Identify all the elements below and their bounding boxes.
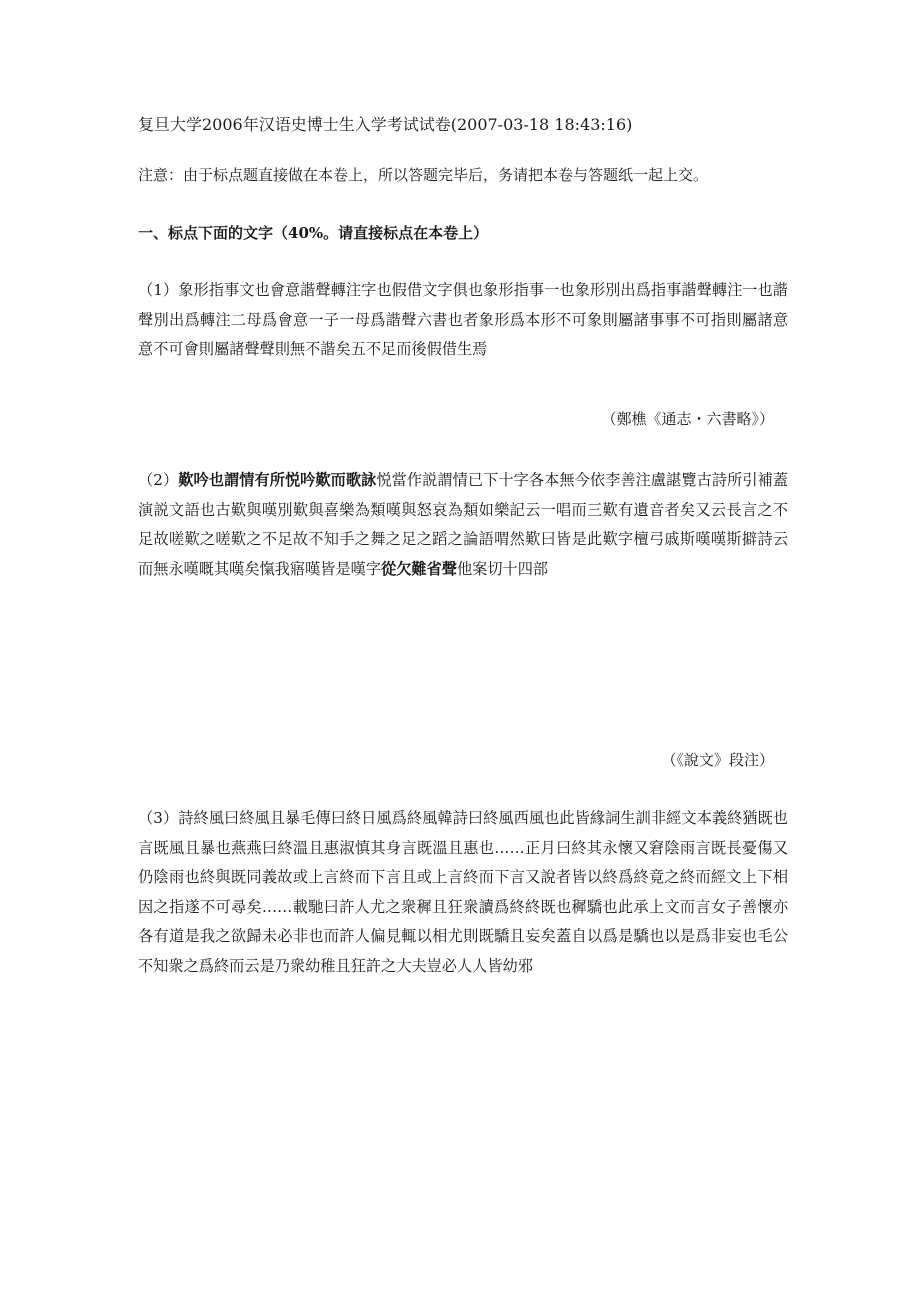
passage-1-source: （鄭樵《通志・六書略》）	[601, 410, 774, 428]
document-title: 复旦大学2006年汉语史博士生入学考试试卷(2007-03-18 18:43:16)	[138, 115, 633, 134]
passage-2-source: （《說文》段注）	[661, 751, 774, 769]
passage-2	[138, 466, 788, 584]
exam-notice: 注意：由于标点题直接做在本卷上，所以答题完毕后，务请把本卷与答题纸一起上交。	[138, 166, 709, 184]
passage-3: （3）詩終風曰終風且暴毛傳曰終日風爲終風韓詩曰終風西風也此皆緣詞生訓非經文本義終猶既也言既風且暴也燕燕曰終溫且惠淑慎其身言既溫且惠也……正月曰終其永懷又窘陰雨言既長憂傷又仍陰雨也終與既同義故或上言終而下言且或上言終而下言又說者皆以終爲終竟之終而經文上下相因之指遂不可尋矣……載馳曰許人尤之衆穉且狂衆讀爲終終既也穉驕也此承上文而言女子善懷亦各有道是我之欲歸未必非也而許人偏見輒以相尤則既驕且妄矣蓋自以爲是驕也以是爲非妄也毛公不知衆之爲終而云是乃衆幼稚且狂許之大夫豈必人人皆幼邪	[138, 809, 788, 975]
section-heading: 一、标点下面的文字（40%。请直接标点在本卷上）	[138, 224, 489, 242]
passage-2-etymology: 從欠難省聲	[381, 559, 457, 578]
passage-1: （1）象形指事文也會意諧聲轉注字也假借文字俱也象形指事一也象形別出爲指事諧聲轉注一也諧聲別出爲轉注二母爲會意一子一母爲諧聲六書也者象形爲本形不可象則屬諸事事不可指則屬諸意意不可會則屬諸聲聲則無不諧矣五不足而後假借生焉	[138, 281, 788, 358]
passage-2-commentary: 悦當作説謂情已下十字各本無今依李善注盧諶覽古詩所引補蓋演説文語也古歎與嘆別歎與喜樂為類嘆與怒哀為類如樂記云一唱而三歎有遺音者矣又云長言之不足故嗟歎之嗟歎之不足故不知手之舞之足之蹈之論語喟然歎曰皆是此歎字檀弓戚斯嘆嘆斯擗詩云而無永嘆嘅其嘆矣愾我寤嘆皆是嘆字	[138, 471, 789, 578]
passage-2-reading: 他案切十四部	[456, 559, 549, 578]
passage-2-number: （2）	[138, 471, 179, 489]
passage-2-headword: 歎吟也謂情有所悦吟歎而歌詠	[178, 471, 377, 489]
